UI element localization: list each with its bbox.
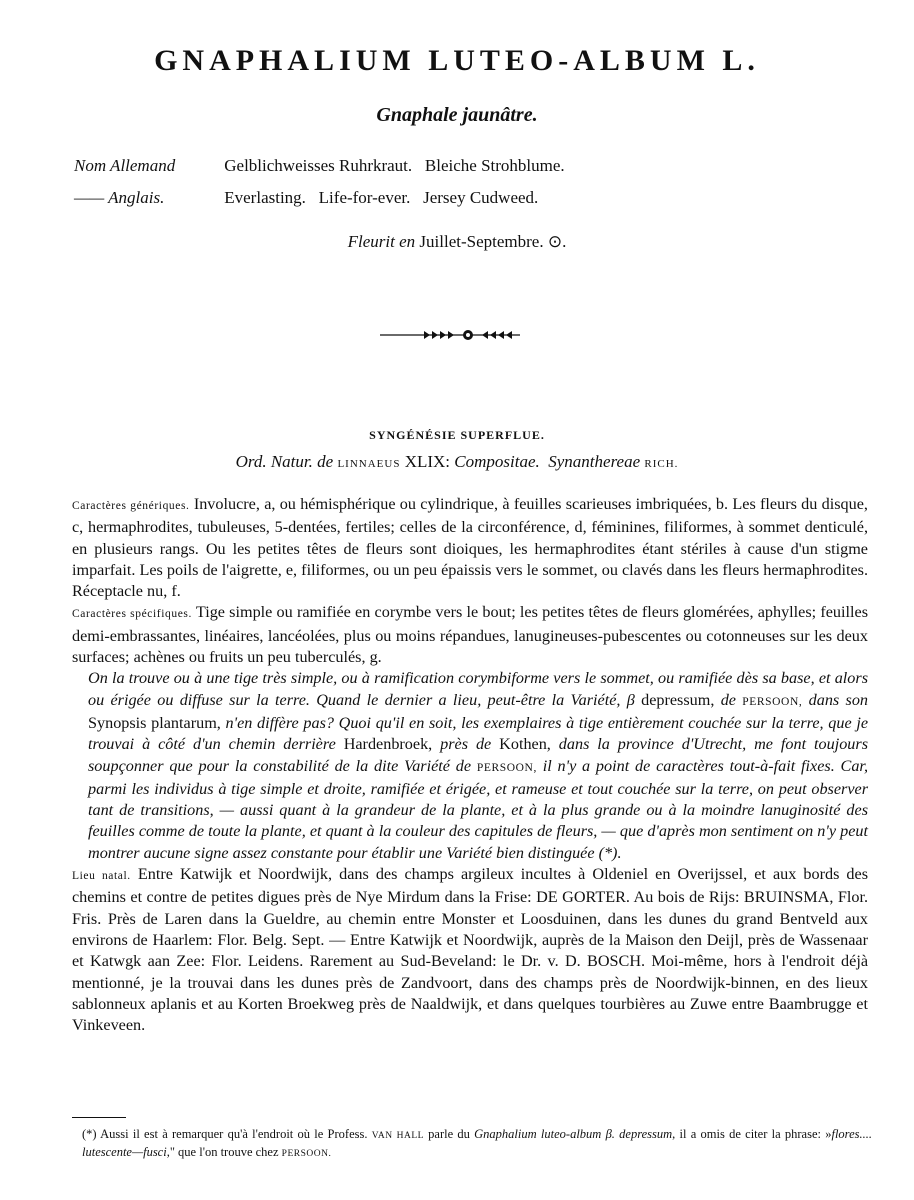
observation-de: de <box>720 690 736 709</box>
generic-text: Involucre, a, ou hémisphérique ou cylindrique, à feuilles scarieuses imbriquées, b. Les fleurs du disque, c, hermaphrodites, tubuleuses, 5-dentées, fertiles; celles de la circonférence, d, féminines, filiformes, à sommet denticulé, en plusieurs rangs. Ou les petites têtes de fleurs sont dioiques, les hermaphrodites étant stériles à cause d'un stigme imparfait. Les poils de l'aigrette, e, filiformes, ou un peu épaissis vers le sommet, ou clavés dans les fleurs hermaphrodites. Réceptacle nu, f. <box>72 495 868 601</box>
habitat-label: Lieu natal. <box>72 870 131 883</box>
observation-depressum: depressum, <box>641 690 715 709</box>
observation-part-3: dans la province d'Utrecht, me font toujours soupçonner que pour la constabilité de la dite Variété de <box>88 735 868 775</box>
english-label: —— Anglais. <box>74 188 165 207</box>
footnote-species: Gnaphalium luteo-album β. depressum <box>474 1127 673 1141</box>
specific-text: Tige simple ou ramifiée en corymbe vers le bout; les petites têtes de fleurs glomérées, aphylles; feuilles demi-embrassantes, linéaires, lancéolées, plus ou moins répandues, lanugineuses-pubescentes ou cotonneuses sur les deux surfaces; achènes ou fruits un peu tuberculés, g. <box>72 603 868 667</box>
observation-persoon-2: PERSOON, <box>476 761 537 774</box>
observation-pres-de: près de <box>440 735 492 754</box>
synanthereae: Synanthereae <box>548 452 641 471</box>
german-label: Nom Allemand <box>74 156 176 175</box>
page-subtitle: Gnaphale jaunâtre. <box>376 104 538 126</box>
compositae: Compositae. <box>454 452 540 471</box>
footnote <box>82 1126 872 1162</box>
footnote-part-d: ," que l'on trouve chez <box>166 1145 279 1159</box>
footnote-rule <box>72 1117 126 1118</box>
ornament-divider-icon <box>380 327 520 343</box>
order-number: XLIX: <box>404 452 451 471</box>
observation-part-1: On la trouve ou à une tige très simple, ou à ramification corymbiforme vers le sommet, ou ramifiée dès sa base, et alors ou érigée ou diffuse sur la terre. Quand le dernier a lieu, peut-être la Variété, β <box>88 669 868 709</box>
footnote-flores: flores.... lutescente—fusci <box>82 1127 872 1159</box>
natural-order-line <box>0 452 914 472</box>
flowering-line <box>0 232 914 252</box>
habitat-text: Entre Katwijk et Noordwijk, dans des champs argileux incultes à Oldeniel en Overijssel, et aux bords des chemins et contre de petites digues près de Nye Mirdum dans la Frise: DE GORTER. Au bois de Rijs: BRUINSMA, Flor. Fris. Près de Laren dans la Gueldre, au chemin entre Monster et Loosduinen, dans les dunes du grand Bentveld aux environs de Haarlem: Flor. Belg. Sept. — Entre Katwijk et Noordwijk, auprès de la Maison den Deijl, près de Wassenaar et Katwgk aan Zee: Flor. Leidens. Rarement au Sud-Beveland: le Dr. v. D. BOSCH. Moi-même, hors à l'endroit déjà mentionné, je la trouvai dans les dunes près de Zandvoort, dans des champs près de Noordwijk-binnen, en des lieux sablonneux aplanis et au Korten Broekweg près de Naaldwijk, et dans quelques tourbières au Zuwe entre Baambrugge et Vinkeveen. <box>72 865 869 1035</box>
classification-heading: SYNGÉNÉSIE SUPERFLUE. <box>369 428 545 442</box>
observation-hardenbroek: Hardenbroek, <box>343 735 433 754</box>
footnote-part-b: parle du <box>428 1127 470 1141</box>
rich-author: RICH. <box>644 458 679 470</box>
flowering-label: Fleurit en <box>347 232 416 251</box>
specific-label: Caractères spécifiques. <box>72 608 192 621</box>
observation-part-4: il n'y a point de caractères tout-à-fait fixes. Car, parmi les individus à tige simple et droite, ramifiée et érigée, et rameuse et tout couchée sur la terre, on peut observer tant de transitions, — aussi quant à la grandeur de la plante, et à la plus grande ou à la moindre lanuginosité des feuilles comme de toute la plante, et quant à la couleur des capitules de fleurs, — que d'après mon sentiment on n'y peut montrer aucune signe assez constante pour établir une Variété bien distinguée (*). <box>88 756 868 862</box>
page-title: GNAPHALIUM LUTEO-ALBUM L. <box>154 44 760 77</box>
footnote-part-c: , il a omis de citer la phrase: » <box>672 1127 832 1141</box>
observation-part-2: n'en diffère pas? Quoi qu'il en soit, les exemplaires à tige entièrement couchée sur la terre, que je trouvai à côté d'un chemin derrière <box>88 713 869 754</box>
generic-characters <box>72 494 868 602</box>
footnote-persoon: PERSOON. <box>281 1149 332 1159</box>
footnote-part-a: (*) Aussi il est à remarquer qu'à l'endroit où le Profess. <box>82 1127 368 1141</box>
flowering-value: Juillet-Septembre. <box>419 232 544 251</box>
observation-persoon-1: PERSOON, <box>742 695 803 708</box>
generic-label: Caractères génériques. <box>72 500 190 512</box>
habitat-paragraph <box>72 864 868 1036</box>
linnaeus-name: LINNAEUS <box>337 458 401 470</box>
observation-paragraph <box>72 668 868 864</box>
description-body <box>72 494 868 1036</box>
english-name-row <box>74 188 565 220</box>
observation-dans-son: dans son <box>808 690 869 709</box>
observation-kothen: Kothen, <box>499 735 551 754</box>
english-value: Everlasting. Life-for-ever. Jersey Cudweed. <box>224 188 539 207</box>
annual-symbol-icon: ⊙. <box>547 232 567 251</box>
specific-characters <box>72 602 868 668</box>
german-value: Gelblichweisses Ruhrkraut. Bleiche Strohblume. <box>224 156 565 175</box>
ord-prefix: Ord. Natur. de <box>235 452 334 471</box>
footnote-vanhall: VAN HALL <box>371 1131 424 1141</box>
observation-synopsis: Synopsis plantarum, <box>88 713 221 732</box>
vernacular-names <box>74 156 565 220</box>
german-name-row <box>74 156 565 188</box>
